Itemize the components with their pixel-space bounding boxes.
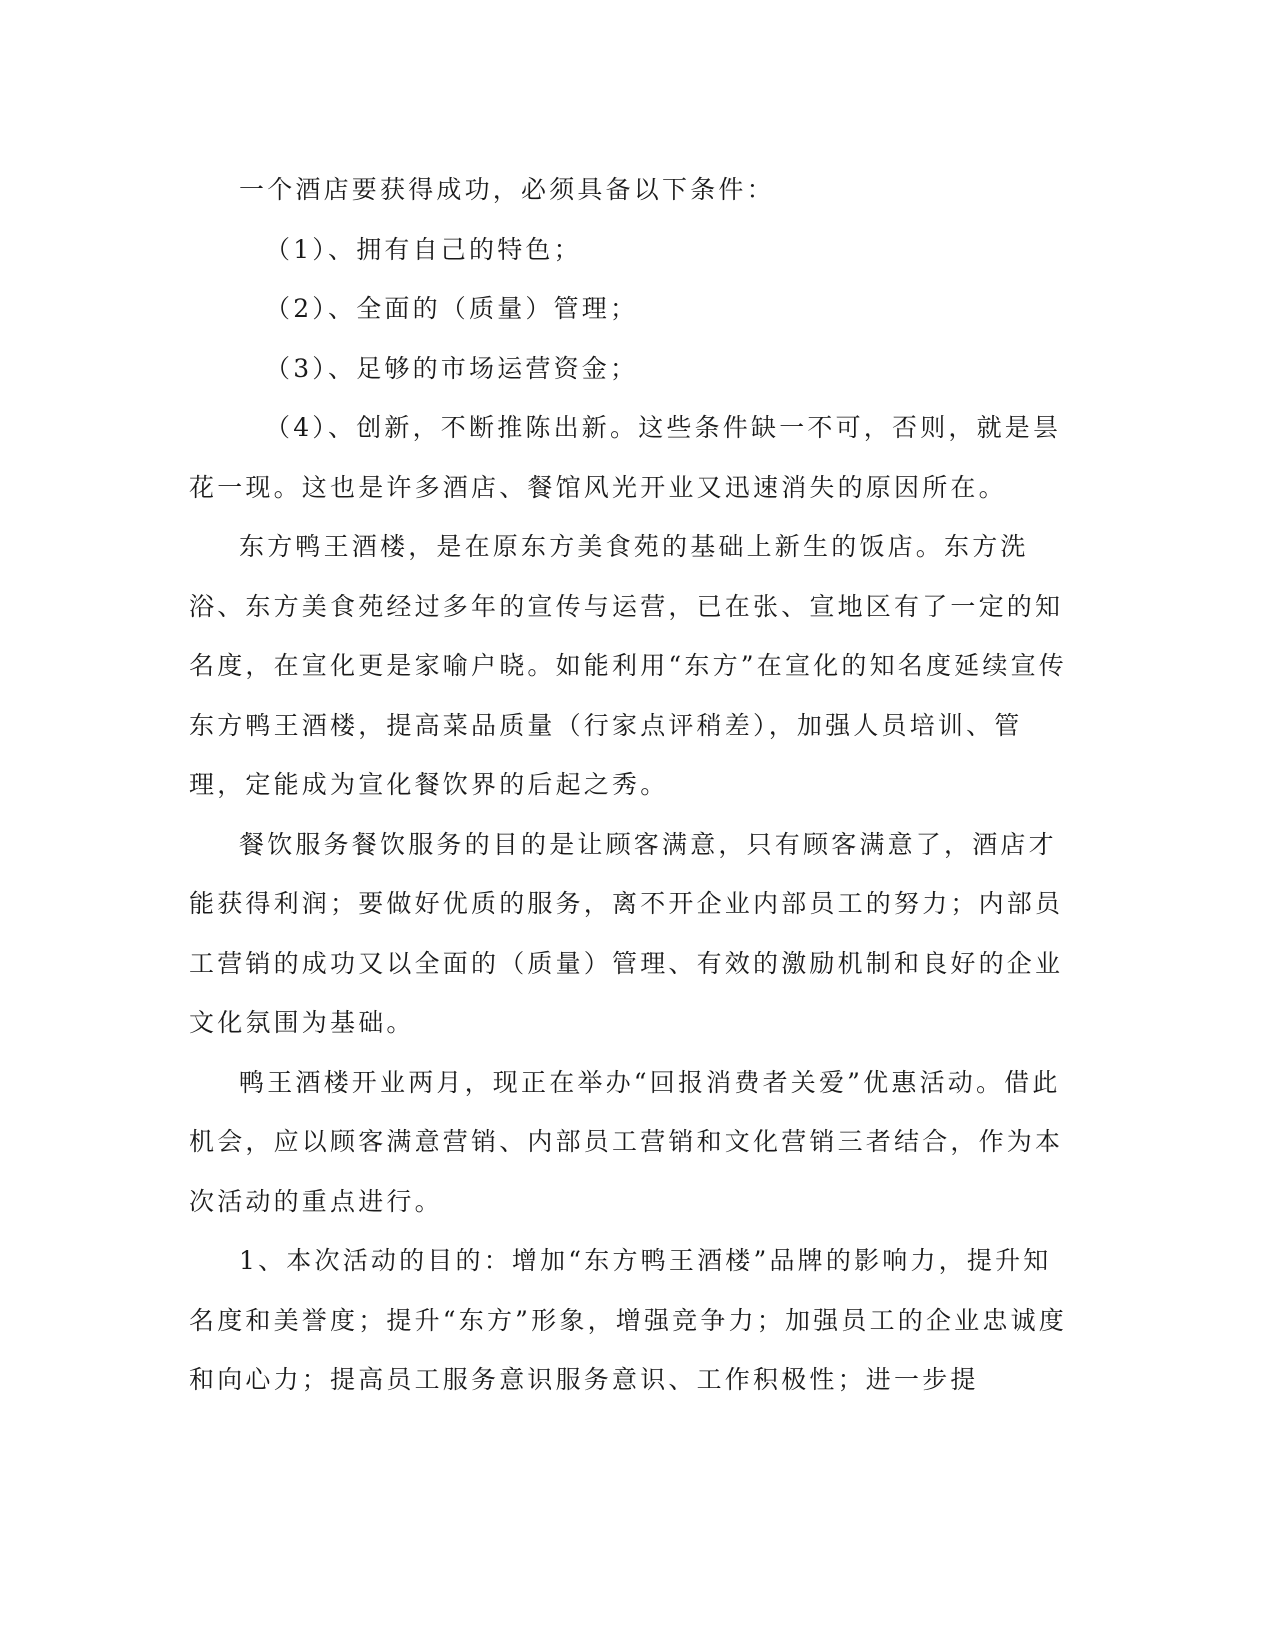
document-body xyxy=(189,160,1069,1410)
paragraph-activity-purpose: 1、本次活动的目的：增加“东方鸭王酒楼”品牌的影响力，提升知名度和美誉度；提升“东方”形象，增强竞争力；加强员工的企业忠诚度和向心力；提高员工服务意识服务意识、工作积极性；进一步提 xyxy=(189,1246,1067,1394)
intro-paragraph: 一个酒店要获得成功，必须具备以下条件： xyxy=(239,175,775,204)
condition-item-4: （4）、创新，不断推陈出新。这些条件缺一不可，否则，就是昙花一现。这也是许多酒店、餐馆风光开业又迅速消失的原因所在。 xyxy=(189,413,1062,502)
condition-item-3: （3）、足够的市场运营资金； xyxy=(265,353,639,383)
paragraph-dongfang-intro: 东方鸭王酒楼，是在原东方美食苑的基础上新生的饭店。东方洗浴、东方美食苑经过多年的宣传与运营，已在张、宣地区有了一定的知名度，在宣化更是家喻户晓。如能利用“东方”在宣化的知名度延续宣传东方鸭王酒楼，提高菜品质量（行家点评稍差），加强人员培训、管理，定能成为宣化餐饮界的后起之秀。 xyxy=(189,532,1067,799)
paragraph-service-goal: 餐饮服务餐饮服务的目的是让顾客满意，只有顾客满意了，酒店才能获得利润；要做好优质的服务，离不开企业内部员工的努力；内部员工营销的成功又以全面的（质量）管理、有效的激励机制和良好的企业文化氛围为基础。 xyxy=(189,829,1064,1037)
condition-item-2: （2）、全面的（质量）管理； xyxy=(265,294,639,323)
paragraph-promotion: 鸭王酒楼开业两月，现正在举办“回报消费者关爱”优惠活动。借此机会，应以顾客满意营销、内部员工营销和文化营销三者结合，作为本次活动的重点进行。 xyxy=(189,1067,1064,1216)
condition-item-1: （1）、拥有自己的特色； xyxy=(265,234,582,264)
